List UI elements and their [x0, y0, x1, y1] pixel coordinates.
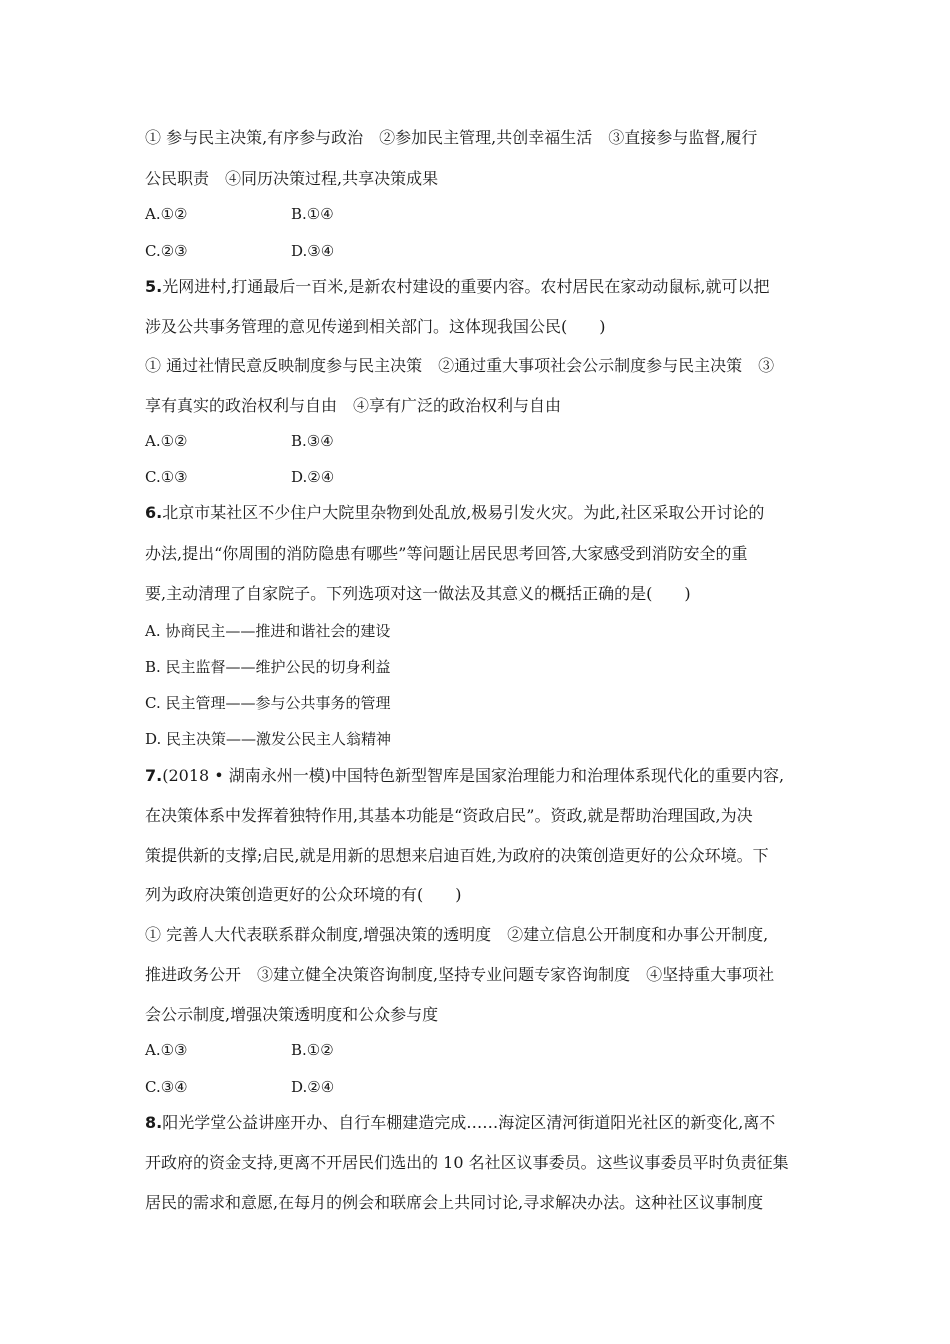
q5-option-a: A.①②	[145, 432, 188, 450]
q6-option-b: B. 民主监督——维护公民的切身利益	[145, 658, 391, 676]
q7-stem-line: 策提供新的支撑;启民,就是用新的思想来启迪百姓,为政府的决策创造更好的公众环境。下	[145, 846, 769, 865]
q5-stem-line: 涉及公共事务管理的意见传递到相关部门。这体现我国公民( )	[145, 317, 606, 336]
q8-stem-text: 阳光学堂公益讲座开办、自行车棚建造完成……海淀区清河街道阳光社区的新变化,离不	[162, 1113, 776, 1132]
q5-stem-line	[145, 276, 825, 298]
q6-option-d: D. 民主决策——激发公民主人翁精神	[145, 730, 392, 748]
q4-statement-line: ① 参与民主决策,有序参与政治 ②参加民主管理,共创幸福生活 ③直接参与监督,履行	[145, 128, 758, 147]
q4-option-a: A.①②	[145, 205, 188, 223]
q6-number: 6.	[145, 503, 163, 522]
q5-option-c: C.①③	[145, 468, 188, 486]
q6-stem-text: 北京市某社区不少住户大院里杂物到处乱放,极易引发火灾。为此,社区采取公开讨论的	[162, 503, 765, 522]
q5-statement-line: 享有真实的政治权利与自由 ④享有广泛的政治权利与自由	[145, 396, 562, 415]
q7-option-b: B.①②	[291, 1041, 334, 1059]
q6-stem-line: 要,主动清理了自家院子。下列选项对这一做法及其意义的概括正确的是( )	[145, 584, 691, 603]
q6-stem-line	[145, 502, 825, 524]
q6-option-c: C. 民主管理——参与公共事务的管理	[145, 694, 391, 712]
q7-statement-line: 会公示制度,增强决策透明度和公众参与度	[145, 1005, 439, 1024]
q8-number: 8.	[145, 1113, 163, 1132]
q6-stem-line: 办法,提出“你周围的消防隐患有哪些”等问题让居民思考回答,大家感受到消防安全的重	[145, 544, 748, 563]
q7-option-a: A.①③	[145, 1041, 188, 1059]
q5-statement-line: ① 通过社情民意反映制度参与民主决策 ②通过重大事项社会公示制度参与民主决策 ③	[145, 356, 775, 375]
q6-option-a: A. 协商民主——推进和谐社会的建设	[145, 622, 391, 640]
q7-stem-line: 在决策体系中发挥着独特作用,其基本功能是“资政启民”。资政,就是帮助治理国政,为决	[145, 806, 753, 825]
q5-number: 5.	[145, 277, 163, 296]
q4-option-c: C.②③	[145, 242, 188, 260]
q4-statement-line: 公民职责 ④同历决策过程,共享决策成果	[145, 169, 439, 188]
q5-option-d: D.②④	[291, 468, 335, 486]
q7-statement-line: ① 完善人大代表联系群众制度,增强决策的透明度 ②建立信息公开制度和办事公开制度,	[145, 925, 769, 944]
q8-stem-line: 居民的需求和意愿,在每月的例会和联席会上共同讨论,寻求解决办法。这种社区议事制度	[145, 1193, 764, 1212]
q4-option-b: B.①④	[291, 205, 334, 223]
q7-option-d: D.②④	[291, 1078, 335, 1096]
q5-option-b: B.③④	[291, 432, 334, 450]
q7-number: 7.	[145, 766, 163, 785]
q8-stem-line	[145, 1112, 825, 1134]
q5-stem-text: 光网进村,打通最后一百米,是新农村建设的重要内容。农村居民在家动动鼠标,就可以把	[162, 277, 770, 296]
q7-stem-line: 列为政府决策创造更好的公众环境的有( )	[145, 885, 462, 904]
q4-option-d: D.③④	[291, 242, 335, 260]
q8-stem-line: 开政府的资金支持,更离不开居民们选出的 10 名社区议事委员。这些议事委员平时负责征集	[145, 1153, 789, 1172]
q7-stem-text: (2018 • 湖南永州一模)中国特色新型智库是国家治理能力和治理体系现代化的重要内容,	[162, 766, 785, 785]
q7-stem-line	[145, 765, 825, 787]
q7-option-c: C.③④	[145, 1078, 188, 1096]
q7-statement-line: 推进政务公开 ③建立健全决策咨询制度,坚持专业问题专家咨询制度 ④坚持重大事项社	[145, 965, 775, 984]
